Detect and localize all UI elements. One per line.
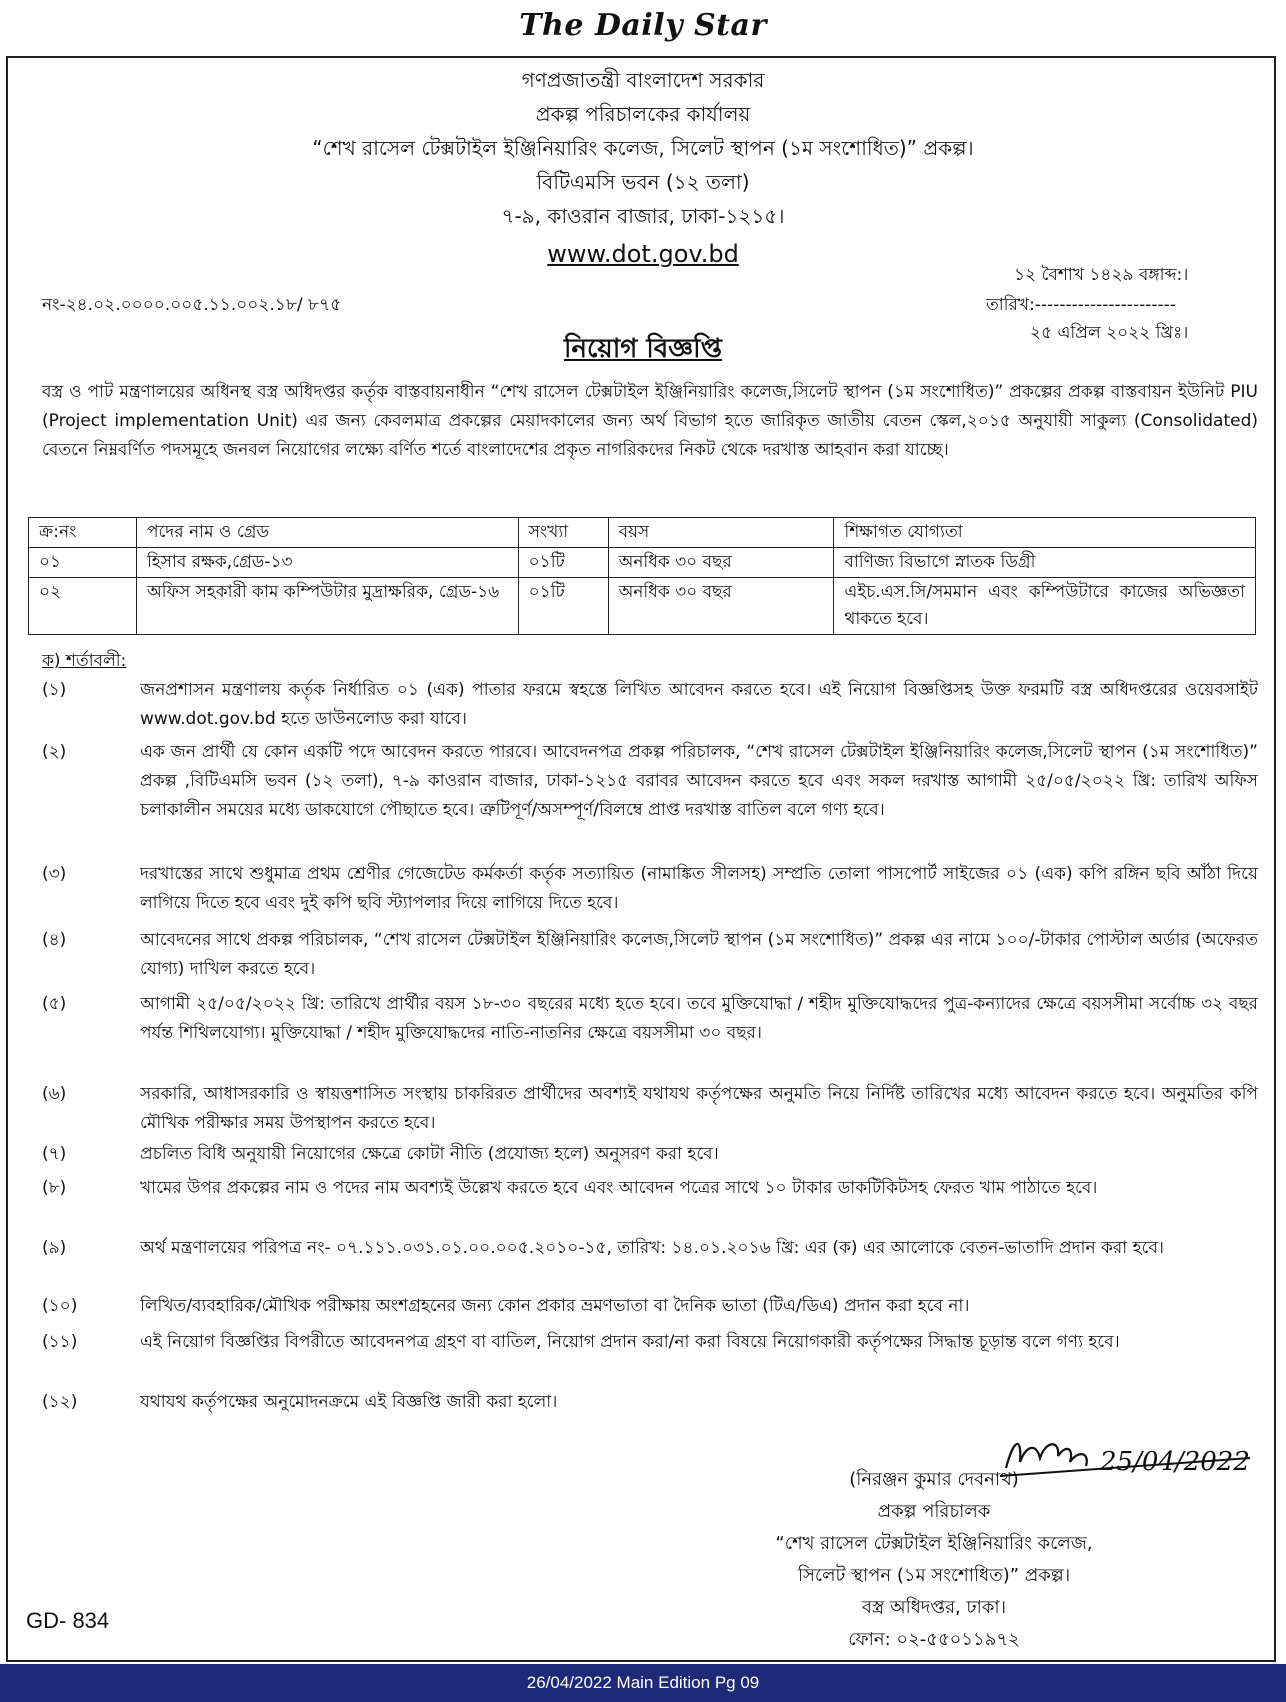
condition-item [42, 990, 1258, 1048]
condition-text: জনপ্রশাসন মন্ত্রণালয় কর্তৃক নির্ধারিত ০১ (এক) পাতার ফরমে স্বহস্তে লিখিত আবেদন করতে হবে। এই নিয়োগ বিজ্ঞপ্তিসহ উক্ত ফরমটি বস্ত্র অধিদপ্তরের ওয়েবসাইট www.dot.gov.bd হতে ডাউনলোড করা যাবে। [140, 680, 1258, 729]
signatory-office: বস্ত্র অধিদপ্তর, ঢাকা। [861, 1597, 1007, 1618]
condition-text: প্রচলিত বিধি অনুযায়ী নিয়োগের ক্ষেত্রে কোটা নীতি (প্রযোজ্য হলে) অনুসরণ করা হবে। [140, 1144, 719, 1164]
header-address: ৭-৯, কাওরান বাজার, ঢাকা-১২১৫। [501, 204, 785, 228]
header-website-link[interactable]: www.dot.gov.bd [547, 240, 739, 268]
condition-number: (৮) [42, 1178, 67, 1198]
table-row [29, 548, 1256, 578]
signatory-designation: প্রকল্প পরিচালক [877, 1501, 991, 1522]
table-header-cell: পদের নাম ও গ্রেড [136, 518, 518, 548]
condition-item [42, 860, 1258, 918]
table-cell: হিসাব রক্ষক,গ্রেড-১৩ [136, 548, 518, 578]
table-cell: অফিস সহকারী কাম কম্পিউটার মুদ্রাক্ষরিক, গ্রেড-১৬ [136, 578, 518, 635]
condition-number: (৫) [42, 994, 67, 1014]
intro-paragraph: বস্ত্র ও পাট মন্ত্রণালয়ের অধিনস্থ বস্ত্র অধিদপ্তর কর্তৃক বাস্তবায়নাধীন “শেখ রাসেল টেক্সটাইল ইঞ্জিনিয়ারিং কলেজ,সিলেট স্থাপন (১ম সংশোধিত)” প্রকল্পের প্রকল্প বাস্তবায়ন ইউনিট PIU (Project implementation Unit) এর জন্য কেবলমাত্র প্রকল্পের মেয়াদকালের জন্য অর্থ বিভাগ হতে জারিকৃত জাতীয় বেতন স্কেল,২০১৫ অনুযায়ী সাকুল্য (Consolidated) বেতনে নিম্নবর্ণিত পদসমূহে জনবল নিয়োগের লক্ষ্যে বর্ণিত শর্তে বাংলাদেশের প্রকৃত নাগরিকদের নিকট থেকে দরখাস্ত আহবান করা যাচ্ছে। [42, 382, 1258, 460]
header-govt: গণপ্রজাতন্ত্রী বাংলাদেশ সরকার [521, 68, 765, 92]
condition-text: যথাযথ কর্তৃপক্ষের অনুমোদনক্রমে এই বিজ্ঞপ্তি জারী করা হলো। [140, 1392, 558, 1412]
table-cell: এইচ.এস.সি/সমমান এবং কম্পিউটারে কাজের অভিজ্ঞতা থাকতে হবে। [834, 578, 1256, 635]
table-row [29, 578, 1256, 635]
conditions-heading: ক) শর্তাবলী: [42, 651, 127, 671]
header-building: বিটিএমসি ভবন (১২ তলা) [536, 170, 750, 194]
signatory-project-line1: “শেখ রাসেল টেক্সটাইল ইঞ্জিনিয়ারিং কলেজ, [775, 1533, 1093, 1554]
condition-item [42, 1080, 1258, 1138]
condition-number: (৬) [42, 1084, 67, 1104]
condition-item [42, 738, 1258, 825]
header-office: প্রকল্প পরিচালকের কার্যালয় [535, 102, 751, 126]
condition-number: (৪) [42, 930, 67, 950]
condition-item [42, 1292, 1258, 1321]
condition-text: অর্থ মন্ত্রণালয়ের পরিপত্র নং- ০৭.১১১.০৩১.০১.০০.০০৫.২০১০-১৫, তারিখ: ১৪.০১.২০১৬ খ্রি: এর (ক) এর আলোকে বেতন-ভাতাদি প্রদান করা হবে। [140, 1238, 1164, 1258]
condition-item [42, 1140, 1258, 1169]
date-bangla: ১২ বৈশাখ ১৪২৯ বঙ্গাব্দ:। [1014, 265, 1189, 285]
condition-text: সরকারি, আধাসরকারি ও স্বায়ত্তশাসিত সংস্থায় চাকরিরত প্রার্থীদের অবশ্যই যথাযথ কর্তৃপক্ষের অনুমতি নিয়ে নির্দিষ্ট তারিখের মধ্যে আবেদন করতে হবে। অনুমতির কপি মৌখিক পরীক্ষার সময় উপস্থাপন করতে হবে। [140, 1084, 1258, 1133]
table-cell: ০১টি [518, 548, 608, 578]
table-cell: ০১টি [518, 578, 608, 635]
condition-number: (১১) [42, 1332, 78, 1352]
condition-item [42, 1174, 1258, 1203]
edition-footer: 26/04/2022 Main Edition Pg 09 [0, 1664, 1286, 1702]
condition-text: আগামী ২৫/০৫/২০২২ খ্রি: তারিখে প্রার্থীর বয়স ১৮-৩০ বছরের মধ্যে হতে হবে। তবে মুক্তিযোদ্ধা / শহীদ মুক্তিযোদ্ধদের পুত্র-কন্যাদের ক্ষেত্রে বয়সসীমা সর্বোচ্চ ৩২ বছর পর্যন্ত শিথিলযোগ্য। মুক্তিযোদ্ধা / শহীদ মুক্তিযোদ্ধদের নাতি-নাতনির ক্ষেত্রে বয়সসীমা ৩০ বছর। [140, 994, 1258, 1043]
condition-number: (৩) [42, 864, 67, 884]
condition-number: (২) [42, 742, 67, 762]
table-header-cell: ক্র:নং [29, 518, 137, 548]
date-english: ২৫ এপ্রিল ২০২২ খ্রিঃ। [1030, 323, 1189, 343]
table-cell: ০১ [29, 548, 137, 578]
condition-item [42, 676, 1258, 734]
table-cell: অনধিক ৩০ বছর [608, 548, 834, 578]
gd-number: GD- 834 [26, 1608, 110, 1633]
condition-item [42, 1388, 1258, 1417]
signatory-phone: ফোন: ০২-৫৫০১১৯৭২ [848, 1629, 1020, 1650]
signature-date: 25/04/2022 [1100, 1447, 1250, 1477]
condition-number: (১) [42, 680, 67, 700]
condition-text: লিখিত/ব্যবহারিক/মৌখিক পরীক্ষায় অংশগ্রহনের জন্য কোন প্রকার ভ্রমণভাতা বা দৈনিক ভাতা (টিএ/ডিএ) প্রদান করা হবে না। [140, 1296, 970, 1316]
condition-text: খামের উপর প্রকল্পের নাম ও পদের নাম অবশ্যই উল্লেখ করতে হবে এবং আবেদন পত্রের সাথে ১০ টাকার ডাকটিকিটসহ ফেরত খাম পাঠাতে হবে। [140, 1178, 1098, 1198]
condition-item [42, 926, 1258, 984]
masthead-logo: The Daily Star [519, 8, 767, 43]
condition-text: আবেদনের সাথে প্রকল্প পরিচালক, “শেখ রাসেল টেক্সটাইল ইঞ্জিনিয়ারিং কলেজ,সিলেট স্থাপন (১ম সংশোধিত)” প্রকল্প এর নামে ১০০/-টাকার পোস্টাল অর্ডার (অফেরত যোগ্য) দাখিল করতে হবে। [140, 930, 1258, 979]
signatory-name: (নিরঞ্জন কুমার দেবনাথ) [849, 1469, 1019, 1490]
table-header-cell: সংখ্যা [518, 518, 608, 548]
condition-text: দরখাস্তের সাথে শুধুমাত্র প্রথম শ্রেণীর গেজেটেড কর্মকর্তা কর্তৃক সত্যায়িত (নামাঙ্কিত সীলসহ) সম্প্রতি তোলা পাসপোর্ট সাইজের ০১ (এক) কপি রঙ্গিন ছবি আঁঠা দিয়ে লাগিয়ে দিতে হবে এবং দুই কপি ছবি স্ট্যাপলার দিয়ে লাগিয়ে দিতে হবে। [140, 864, 1258, 913]
condition-item [42, 1328, 1258, 1357]
table-header-row [29, 518, 1256, 548]
header-project: “শেখ রাসেল টেক্সটাইল ইঞ্জিনিয়ারিং কলেজ, সিলেট স্থাপন (১ম সংশোধিত)” প্রকল্প। [312, 136, 974, 160]
table-cell: অনধিক ৩০ বছর [608, 578, 834, 635]
table-header-cell: শিক্ষাগত যোগ্যতা [834, 518, 1256, 548]
notice-title-text: নিয়োগ বিজ্ঞপ্তি [564, 334, 722, 364]
table-cell: বাণিজ্য বিভাগে স্নাতক ডিগ্রী [834, 548, 1256, 578]
condition-number: (১২) [42, 1392, 78, 1412]
notice-title [0, 328, 1286, 372]
signature-block [704, 1464, 1164, 1656]
memo-number: নং-২৪.০২.০০০০.০০৫.১১.০০২.১৮/ ৮৭৫ [42, 295, 342, 315]
date-label: তারিখ:----------------------- [986, 295, 1176, 315]
condition-number: (৯) [42, 1238, 67, 1258]
signatory-project-line2: সিলেট স্থাপন (১ম সংশোধিত)” প্রকল্প। [797, 1565, 1071, 1586]
condition-text: এক জন প্রার্থী যে কোন একটি পদে আবেদন করতে পারবে। আবেদনপত্র প্রকল্প পরিচালক, “শেখ রাসেল টেক্সটাইল ইঞ্জিনিয়ারিং কলেজ,সিলেট স্থাপন (১ম সংশোধিত)” প্রকল্প ,বিটিএমসি ভবন (১২ তলা), ৭-৯ কাওরান বাজার, ঢাকা-১২১৫ বরাবর আবেদন করতে হবে এবং সকল দরখাস্ত আগামী ২৫/০৫/২০২২ খ্রি: তারিখ অফিস চলাকালীন সময়ের মধ্যে ডাকযোগে পৌছাতে হবে। ত্রুটিপূর্ণ/অসম্পূর্ণ/বিলম্বে প্রাপ্ত দরখাস্ত বাতিল বলে গণ্য হবে। [140, 742, 1258, 820]
condition-number: (১০) [42, 1296, 78, 1316]
table-header-cell: বয়স [608, 518, 834, 548]
condition-item [42, 1234, 1258, 1263]
condition-number: (৭) [42, 1144, 67, 1164]
condition-text: এই নিয়োগ বিজ্ঞপ্তির বিপরীতে আবেদনপত্র গ্রহণ বা বাতিল, নিয়োগ প্রদান করা/না করা বিষয়ে নিয়োগকারী কর্তৃপক্ষের সিদ্ধান্ত চূড়ান্ত বলে গণ্য হবে। [140, 1332, 1120, 1352]
table-cell: ০২ [29, 578, 137, 635]
posts-table [28, 517, 1256, 635]
